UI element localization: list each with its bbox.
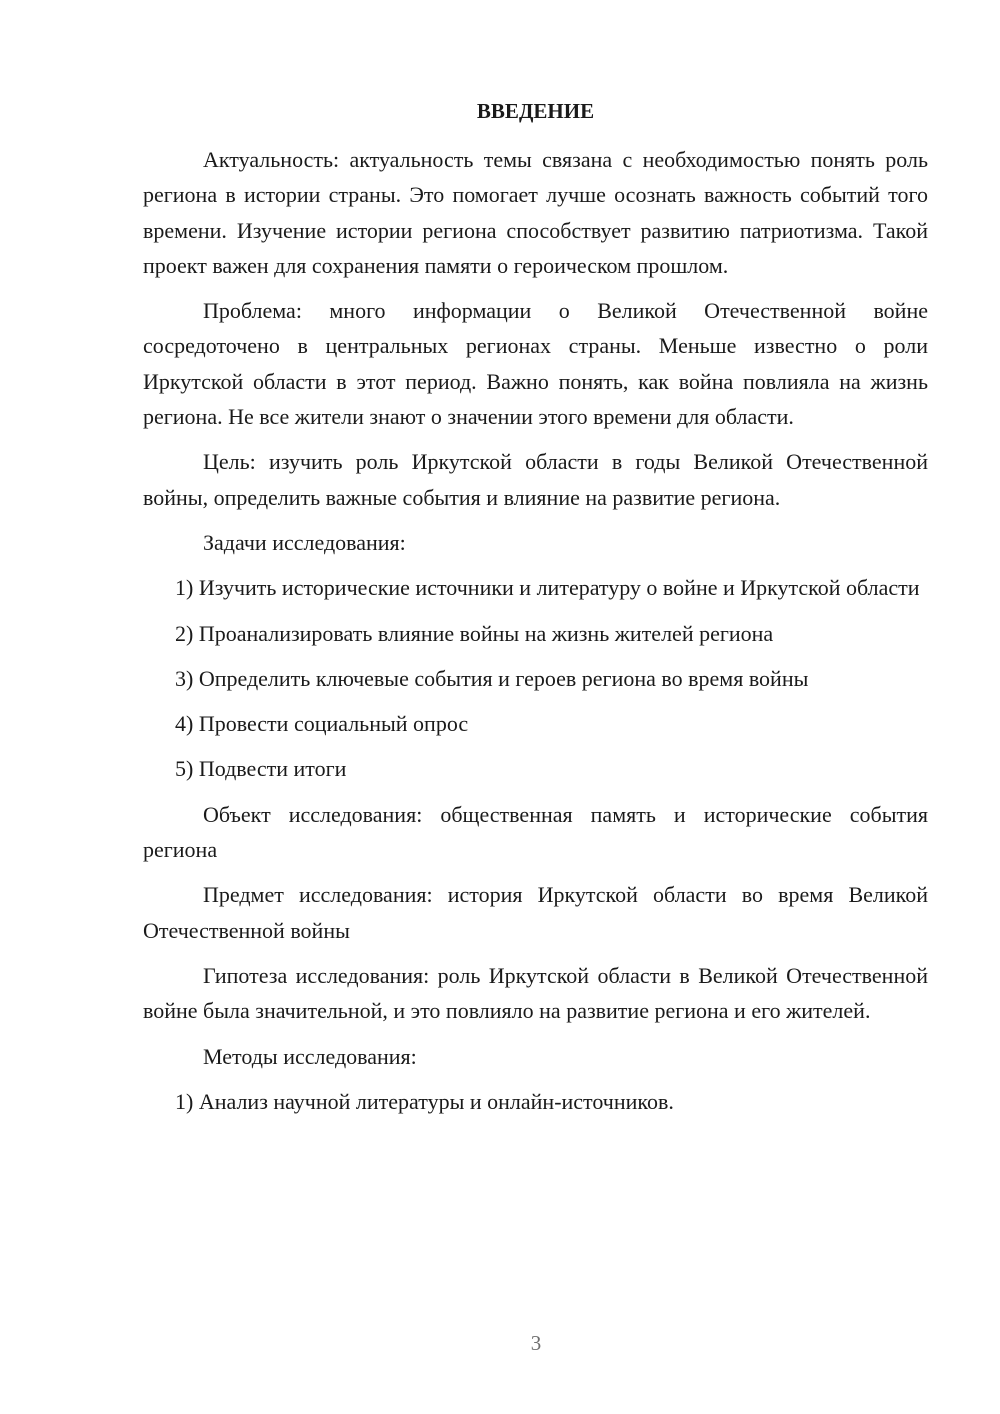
document-body	[143, 142, 928, 1119]
subject-paragraph: Предмет исследования: история Иркутской области во время Великой Отечественной войны	[143, 882, 928, 943]
section-title: ВВЕДЕНИЕ	[476, 99, 595, 123]
method-item: 1) Анализ научной литературы и онлайн-источников.	[175, 1088, 674, 1114]
task-item: 4) Провести социальный опрос	[175, 711, 469, 737]
tasks-heading: Задачи исследования:	[203, 529, 406, 555]
task-item: 3) Определить ключевые события и героев региона во время войны	[175, 665, 809, 691]
hypothesis-paragraph: Гипотеза исследования: роль Иркутской области в Великой Отечественной войне была значительной, и это повлияло на развитие региона и его жителей.	[143, 962, 928, 1024]
page-number: 3	[530, 1331, 542, 1355]
task-item: 5) Подвести итоги	[175, 756, 347, 782]
task-item: 2) Проанализировать влияние войны на жизнь жителей региона	[175, 620, 774, 646]
methods-heading: Методы исследования:	[203, 1043, 417, 1069]
relevance-paragraph: Актуальность: актуальность темы связана с необходимостью понять роль региона в истории страны. Это помогает лучше осознать важность событий того времени. Изучение истории региона способствует развитию патриотизма. Такой проект важен для сохранения памяти о героическом прошлом.	[143, 147, 928, 278]
goal-paragraph: Цель: изучить роль Иркутской области в годы Великой Отечественной войны, определить важные события и влияние на развитие региона.	[143, 449, 928, 510]
object-paragraph: Объект исследования: общественная память и исторические события региона	[143, 801, 928, 863]
problem-paragraph: Проблема: много информации о Великой Отечественной войне сосредоточено в центральных регионах страны. Меньше известно о роли Иркутской области в этот период. Важно понять, как война повлияла на жизнь региона. Не все жители знают о значении этого времени для области.	[143, 298, 928, 430]
task-item: 1) Изучить исторические источники и литературу о войне и Иркутской области	[175, 575, 920, 601]
